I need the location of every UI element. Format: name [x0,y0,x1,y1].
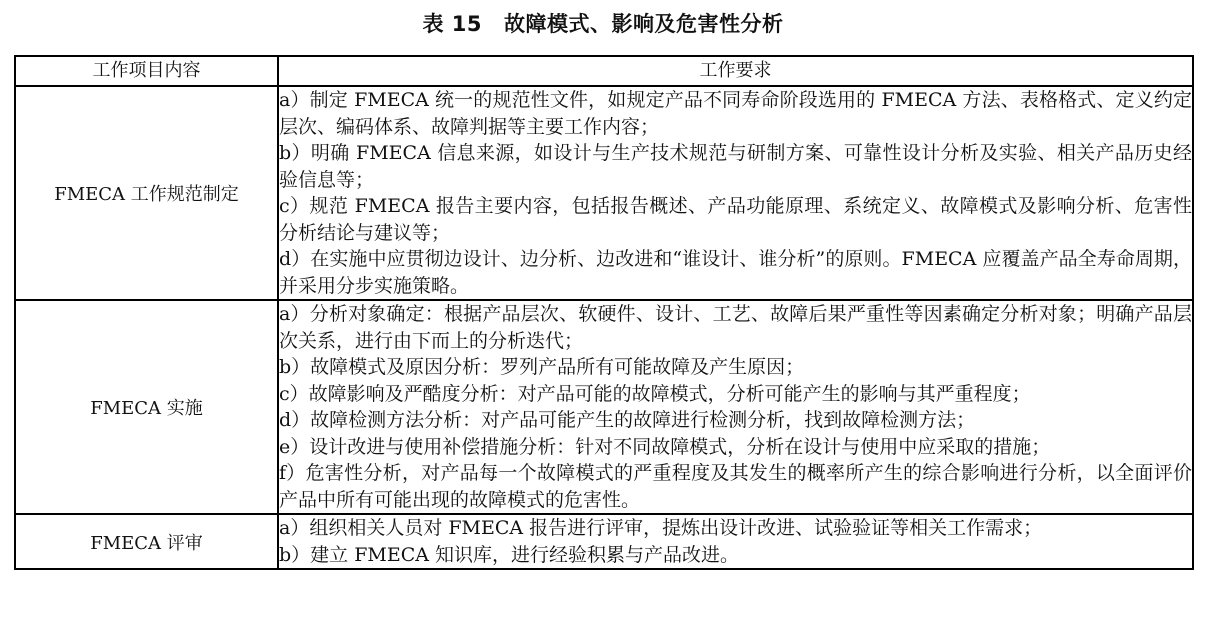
requirement-item: a）制定 FMECA 统一的规范性文件，如规定产品不同寿命阶段选用的 FMECA 方法、表格格式、定义约定层次、编码体系、故障判据等主要工作内容； [279,89,1192,138]
requirement-item: f）危害性分析，对产品每一个故障模式的严重程度及其发生的概率所产生的综合影响进行分析，以全面评价产品中所有可能出现的故障模式的危害性。 [279,462,1192,511]
requirement-item: d）故障检测方法分析：对产品可能产生的故障进行检测分析，找到故障检测方法； [279,409,976,431]
requirement-item: b）建立 FMECA 知识库，进行经验积累与产品改进。 [279,543,740,566]
header-row [15,56,1193,86]
table-row [15,86,1193,300]
table-row [15,300,1193,514]
table-row [15,514,1193,569]
table-title: 故障模式、影响及危害性分析 [504,12,784,36]
row-requirements-spec [278,86,1193,300]
header-requirements: 工作要求 [278,56,1193,86]
requirement-item: e）设计改进与使用补偿措施分析：针对不同故障模式，分析在设计与使用中应采取的措施； [279,435,1051,458]
row-item-review: FMECA 评审 [15,514,278,569]
requirement-item: c）规范 FMECA 报告主要内容，包括报告概述、产品功能原理、系统定义、故障模式及影响分析、危害性分析结论与建议等； [279,195,1192,244]
requirement-item: b）明确 FMECA 信息来源，如设计与生产技术规范与研制方案、可靠性设计分析及实验、相关产品历史经验信息等； [279,142,1192,191]
header-work-item: 工作项目内容 [15,56,278,86]
row-requirements-implementation [278,300,1193,514]
requirement-item: a）分析对象确定：根据产品层次、软硬件、设计、工艺、故障后果严重性等因素确定分析对象；明确产品层次关系，进行由下而上的分析迭代； [279,303,1192,352]
requirement-item: a）组织相关人员对 FMECA 报告进行评审，提炼出设计改进、试验验证等相关工作需求； [279,517,1043,539]
requirement-item: c）故障影响及严酷度分析：对产品可能的故障模式，分析可能产生的影响与其严重程度； [279,382,1031,405]
requirement-item: b）故障模式及原因分析：罗列产品所有可能故障及产生原因； [279,356,805,378]
row-item-implementation: FMECA 实施 [15,300,278,514]
fmeca-table [14,55,1194,570]
table-caption [0,9,1206,39]
row-item-spec: FMECA 工作规范制定 [15,86,278,300]
row-requirements-review [278,514,1193,569]
requirement-item: d）在实施中应贯彻边设计、边分析、边改进和“谁设计、谁分析”的原则。FMECA 应覆盖产品全寿命周期，并采用分步实施策略。 [279,248,1192,297]
table-number: 表 15 [422,12,483,36]
